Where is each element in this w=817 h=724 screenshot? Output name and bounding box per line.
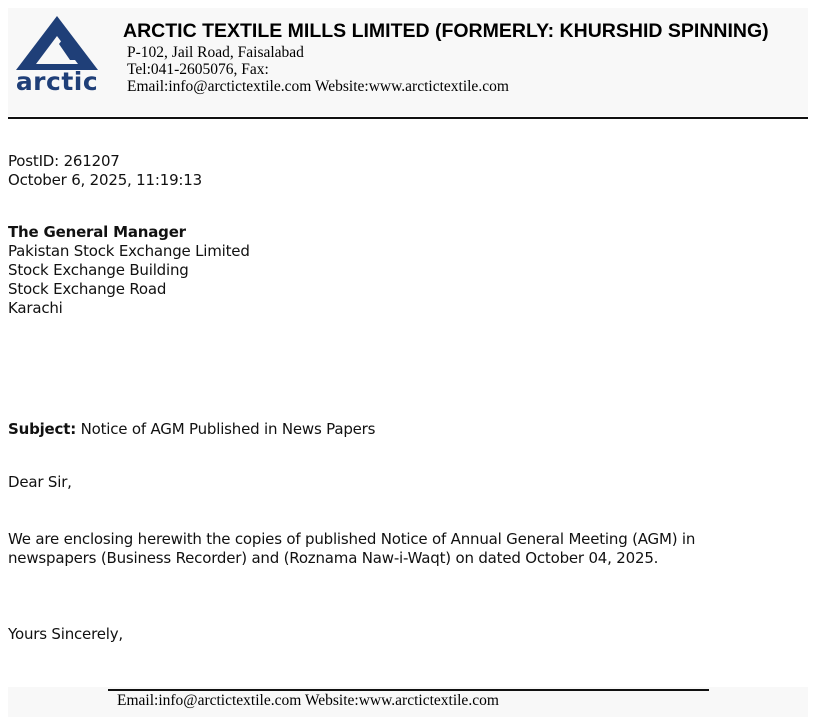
- logo-triangle-icon: [12, 14, 102, 72]
- post-id: PostID: 261207: [8, 152, 120, 170]
- header-divider: [8, 117, 808, 119]
- recipient-line: Stock Exchange Building: [8, 261, 189, 279]
- footer-contact: Email:info@arctictextile.com Website:www.arctictextile.com: [117, 692, 499, 709]
- footer-divider: [108, 689, 709, 691]
- body-line: We are enclosing herewith the copies of published Notice of Annual General Meeting (AGM) in: [8, 530, 696, 548]
- body-line: newspapers (Business Recorder) and (Roznama Naw-i-Waqt) on dated October 04, 2025.: [8, 549, 659, 567]
- closing: Yours Sincerely,: [8, 625, 123, 643]
- company-phone-fax: Tel:041-2605076, Fax:: [127, 61, 269, 78]
- recipient-line: Karachi: [8, 299, 63, 317]
- subject-line: [8, 420, 375, 438]
- subject-text: Notice of AGM Published in News Papers: [80, 420, 376, 438]
- recipient-line: Stock Exchange Road: [8, 280, 167, 298]
- recipient-line: Pakistan Stock Exchange Limited: [8, 242, 250, 260]
- company-address: P-102, Jail Road, Faisalabad: [127, 44, 304, 61]
- company-name: ARCTIC TEXTILE MILLS LIMITED (FORMERLY: KHURSHID SPINNING): [123, 20, 769, 42]
- company-email-website: Email:info@arctictextile.com Website:www.arctictextile.com: [127, 78, 509, 95]
- logo-wordmark: arctic: [15, 67, 99, 96]
- company-logo: [12, 14, 102, 94]
- salutation: Dear Sir,: [8, 473, 72, 491]
- recipient-title: The General Manager: [8, 223, 186, 241]
- post-datetime: October 6, 2025, 11:19:13: [8, 171, 202, 189]
- letterhead: [8, 8, 808, 116]
- subject-label: Subject:: [8, 420, 76, 438]
